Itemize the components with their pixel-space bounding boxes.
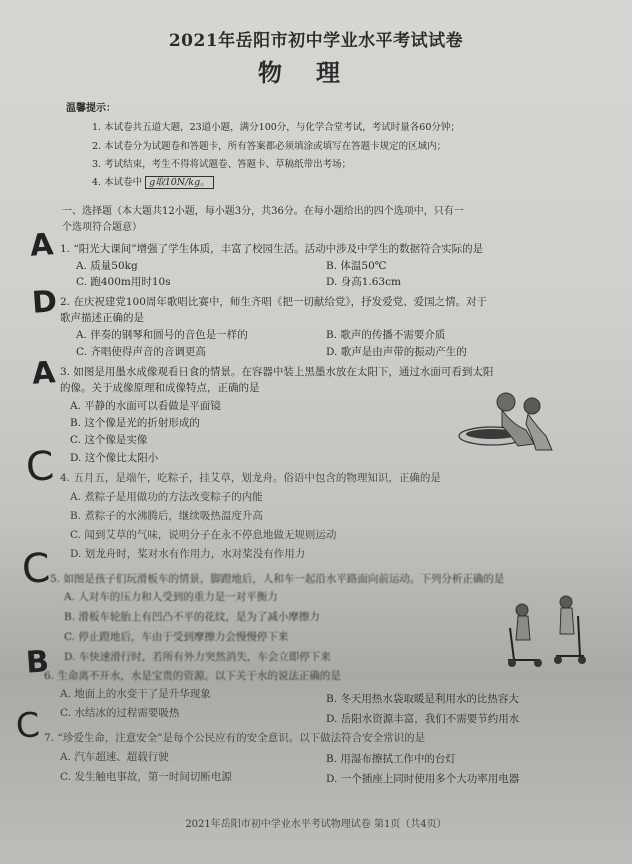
q7-option-a: A. 汽车超速、超载行驶 bbox=[60, 751, 169, 763]
q3-option-a: A. 平静的水面可以看做是平面镜 bbox=[70, 400, 221, 412]
tip-item-3: 3. 考试结束，考生不得将试题卷、答题卡、草稿纸带出考场； bbox=[92, 159, 352, 170]
tip-item-2: 2. 本试卷分为试题卷和答题卡，所有答案都必须填涂或填写在答题卡规定的区域内； bbox=[92, 141, 447, 152]
question-2-stem-line1: 2. 在庆祝建党100周年歌唱比赛中，师生齐唱《把一切献给党》，抒发爱党、爱国之情。对于 bbox=[60, 296, 488, 308]
tip-item-4 bbox=[92, 176, 214, 190]
page-footer: 2021年岳阳市初中学业水平考试物理试卷 第1页（共4页） bbox=[185, 819, 447, 830]
q5-option-a: A. 人对车的压力和人受到的重力是一对平衡力 bbox=[64, 591, 278, 603]
handwritten-answer-q3: A bbox=[30, 355, 57, 392]
q3-option-b: B. 这个像是光的折射形成的 bbox=[70, 417, 200, 429]
q4-option-d: D. 划龙舟时，桨对水有作用力，水对桨没有作用力 bbox=[70, 548, 306, 560]
q6-option-b: B. 冬天用热水袋取暖是利用水的比热容大 bbox=[326, 693, 519, 705]
q7-option-b: B. 用湿布擦拭工作中的台灯 bbox=[326, 753, 456, 765]
handwritten-answer-q1: A bbox=[28, 227, 55, 264]
tip-item-1: 1. 本试卷共五道大题，23道小题，满分100分，与化学合堂考试，考试时量各60分钟； bbox=[92, 122, 460, 133]
q7-option-c: C. 发生触电事故，第一时间切断电源 bbox=[60, 771, 232, 783]
section-heading-line1: 一、选择题（本大题共12小题，每小题3分，共36分。在每小题给出的四个选项中，只有一 bbox=[62, 206, 464, 217]
question-3-stem-line1: 3. 如图是用墨水成像观看日食的情景。在容器中装上黑墨水放在太阳下，通过水面可看到太阳 bbox=[60, 366, 494, 378]
q4-option-c: C. 闻到艾草的气味，说明分子在永不停息地做无规则运动 bbox=[70, 529, 337, 541]
handwritten-answer-q7: C bbox=[14, 705, 42, 747]
gravity-constant-note: g取10N/kg。 bbox=[145, 176, 214, 189]
question-3-stem-line2: 的像。关于成像原理和成像特点，正确的是 bbox=[60, 382, 260, 394]
q1-option-b: B. 体温50℃ bbox=[326, 260, 387, 272]
q3-option-d: D. 这个像比太阳小 bbox=[70, 452, 159, 464]
question-6-stem: 6. 生命离不开水，水是宝贵的资源。以下关于水的说法正确的是 bbox=[44, 670, 341, 682]
subject-title: 物理 bbox=[258, 58, 374, 87]
q6-option-a: A. 地面上的水变干了是升华现象 bbox=[60, 688, 211, 700]
tip-item-4-text: 4. 本试卷中 bbox=[92, 177, 143, 188]
q3-option-c: C. 这个像是实像 bbox=[70, 434, 148, 446]
handwritten-answer-q6: B bbox=[24, 644, 51, 681]
question-7-stem: 7. “珍爱生命，注意安全”是每个公民应有的安全意识。以下做法符合安全常识的是 bbox=[44, 732, 426, 744]
scooter-kids-illustration bbox=[500, 588, 592, 670]
q2-option-c: C. 齐唱使得声音的音调更高 bbox=[76, 346, 206, 358]
question-2-stem-line2: 歌声描述正确的是 bbox=[60, 312, 144, 324]
q2-option-a: A. 伴奏的钢琴和圆号的音色是一样的 bbox=[76, 329, 248, 341]
question-5-stem: 5. 如图是孩子们玩滑板车的情景，脚蹬地后，人和车一起沿水平路面向前运动。下列分析正确的是 bbox=[50, 573, 505, 585]
q6-option-c: C. 水结冰的过程需要吸热 bbox=[60, 707, 180, 719]
q5-option-c: C. 停止蹬地后，车由于受到摩擦力会慢慢停下来 bbox=[64, 631, 289, 643]
q5-option-b: B. 滑板车轮胎上有凹凸不平的花纹，是为了减小摩擦力 bbox=[64, 611, 320, 623]
q1-option-a: A. 质量50kg bbox=[76, 260, 138, 272]
q4-option-b: B. 煮粽子的水沸腾后，继续吸热温度升高 bbox=[70, 510, 263, 522]
handwritten-answer-q5: C bbox=[20, 545, 52, 593]
handwritten-answer-q4: C bbox=[24, 443, 56, 491]
page-title: 2021年岳阳市初中学业水平考试试卷 bbox=[168, 31, 464, 51]
sun-observation-illustration bbox=[452, 384, 564, 458]
q5-option-d: D. 车快速滑行时，若所有外力突然消失，车会立即停下来 bbox=[64, 651, 331, 663]
question-4-stem: 4. 五月五，是端午，吃粽子，挂艾草，划龙舟。俗语中包含的物理知识，正确的是 bbox=[60, 472, 441, 484]
q2-option-b: B. 歌声的传播不需要介质 bbox=[326, 329, 446, 341]
q2-option-d: D. 歌声是由声带的振动产生的 bbox=[326, 346, 467, 358]
tips-heading: 温馨提示： bbox=[66, 103, 116, 114]
section-heading-line2: 个选项符合题意） bbox=[62, 222, 142, 233]
question-1-stem: 1. “阳光大课间”增强了学生体质，丰富了校园生活。活动中涉及中学生的数据符合实际的是 bbox=[60, 243, 484, 255]
q4-option-a: A. 煮粽子是用做功的方法改变粽子的内能 bbox=[70, 491, 263, 503]
q1-option-c: C. 跑400m用时10s bbox=[76, 276, 171, 288]
q6-option-d: D. 岳阳水资源丰富，我们不需要节约用水 bbox=[326, 713, 520, 725]
q7-option-d: D. 一个插座上同时使用多个大功率用电器 bbox=[326, 773, 520, 785]
handwritten-answer-q2: D bbox=[30, 284, 59, 321]
q1-option-d: D. 身高1.63cm bbox=[326, 276, 401, 288]
